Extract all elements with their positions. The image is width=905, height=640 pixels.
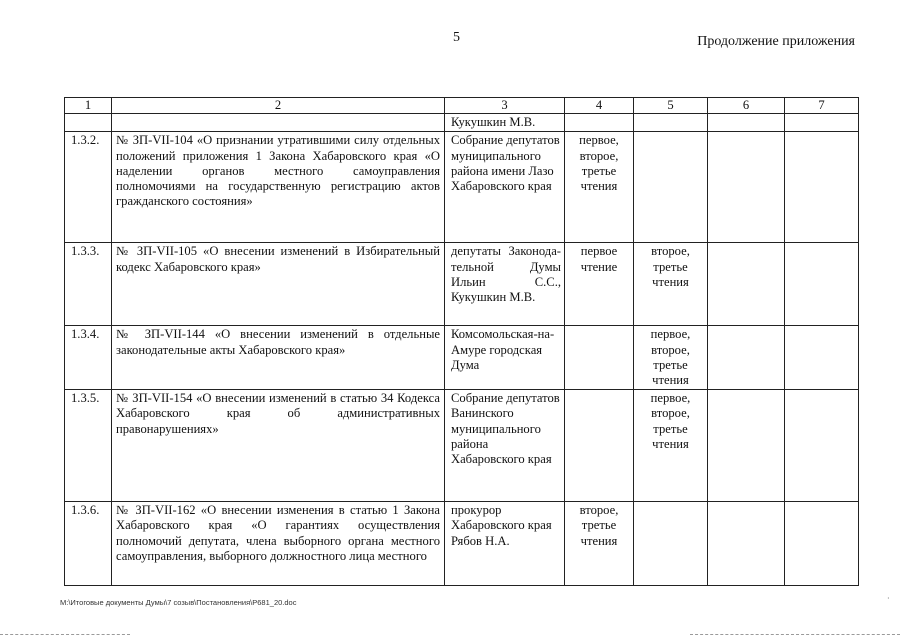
scan-artifact-line [0,634,130,635]
column-number: 4 [565,98,634,114]
item-number: 1.3.3. [65,243,112,326]
column-number: 5 [634,98,708,114]
reading-stage: второе, третье чтения [634,243,708,326]
table-row [65,132,859,243]
column-number: 3 [445,98,565,114]
author-cell: Комсомольская-на-Амуре городская Дума [445,326,565,390]
bill-title: № ЗП-VII-105 «О внесении изменений в Избирательный кодекс Хабаровского края» [112,243,445,326]
reading-stage: первое, второе, третье чтения [634,326,708,390]
column-number: 2 [112,98,445,114]
reading-stage: второе, третье чтения [565,502,634,586]
reading-stage: первое чтение [565,243,634,326]
item-number: 1.3.4. [65,326,112,390]
reading-stage [634,502,708,586]
table-row [65,390,859,502]
column-number-row [65,98,859,114]
bill-title: № ЗП-VII-144 «О внесении изменений в отдельные законодательные акты Хабаровского края» [112,326,445,390]
continuation-row [65,114,859,132]
reading-stage [634,132,708,243]
reading-stage [565,390,634,502]
column-number: 1 [65,98,112,114]
table-row [65,243,859,326]
item-number: 1.3.6. [65,502,112,586]
reading-stage: первое, второе, третье чтения [634,390,708,502]
bill-title: № ЗП-VII-154 «О внесении изменений в статью 34 Кодекса Хабаровского края об административных правонарушениях» [112,390,445,502]
appendix-table [64,97,859,586]
column-number: 7 [785,98,859,114]
author-cell: депутаты Законода-тельной Думы Ильин С.С., Кукушкин М.В. [445,243,565,326]
bill-title: № ЗП-VII-162 «О внесении изменения в статью 1 Закона Хабаровского края «О гарантиях осуществления полномочий депутата, члена выборного органа местного самоуправления, выборного должностного лица местного [112,502,445,586]
table-row [65,326,859,390]
continuation-note: Продолжение приложения [697,34,855,49]
author-cell: Собрание депутатов муниципального района имени Лазо Хабаровского края [445,132,565,243]
document-file-path: М:\Итоговые документы Думы\7 созыв\Постановления\Р681_20.doc [60,598,297,607]
reading-stage: первое, второе, третье чтения [565,132,634,243]
page-number: 5 [453,30,460,45]
bill-title: № ЗП-VII-104 «О признании утратившими силу отдельных положений приложения 1 Закона Хабаровского края «О наделении органов местного самоуправления полномочиями на государственную регистрацию актов гражданского состояния» [112,132,445,243]
item-number: 1.3.5. [65,390,112,502]
author-cell: Собрание депутатов Ванинского муниципального района Хабаровского края [445,390,565,502]
scan-mark: · [887,594,890,603]
reading-stage [565,326,634,390]
author-cell: прокурор Хабаровского края Рябов Н.А. [445,502,565,586]
column-number: 6 [708,98,785,114]
item-number: 1.3.2. [65,132,112,243]
author-cell: Кукушкин М.В. [445,114,565,132]
scan-artifact-line [690,634,900,635]
table-row [65,502,859,586]
